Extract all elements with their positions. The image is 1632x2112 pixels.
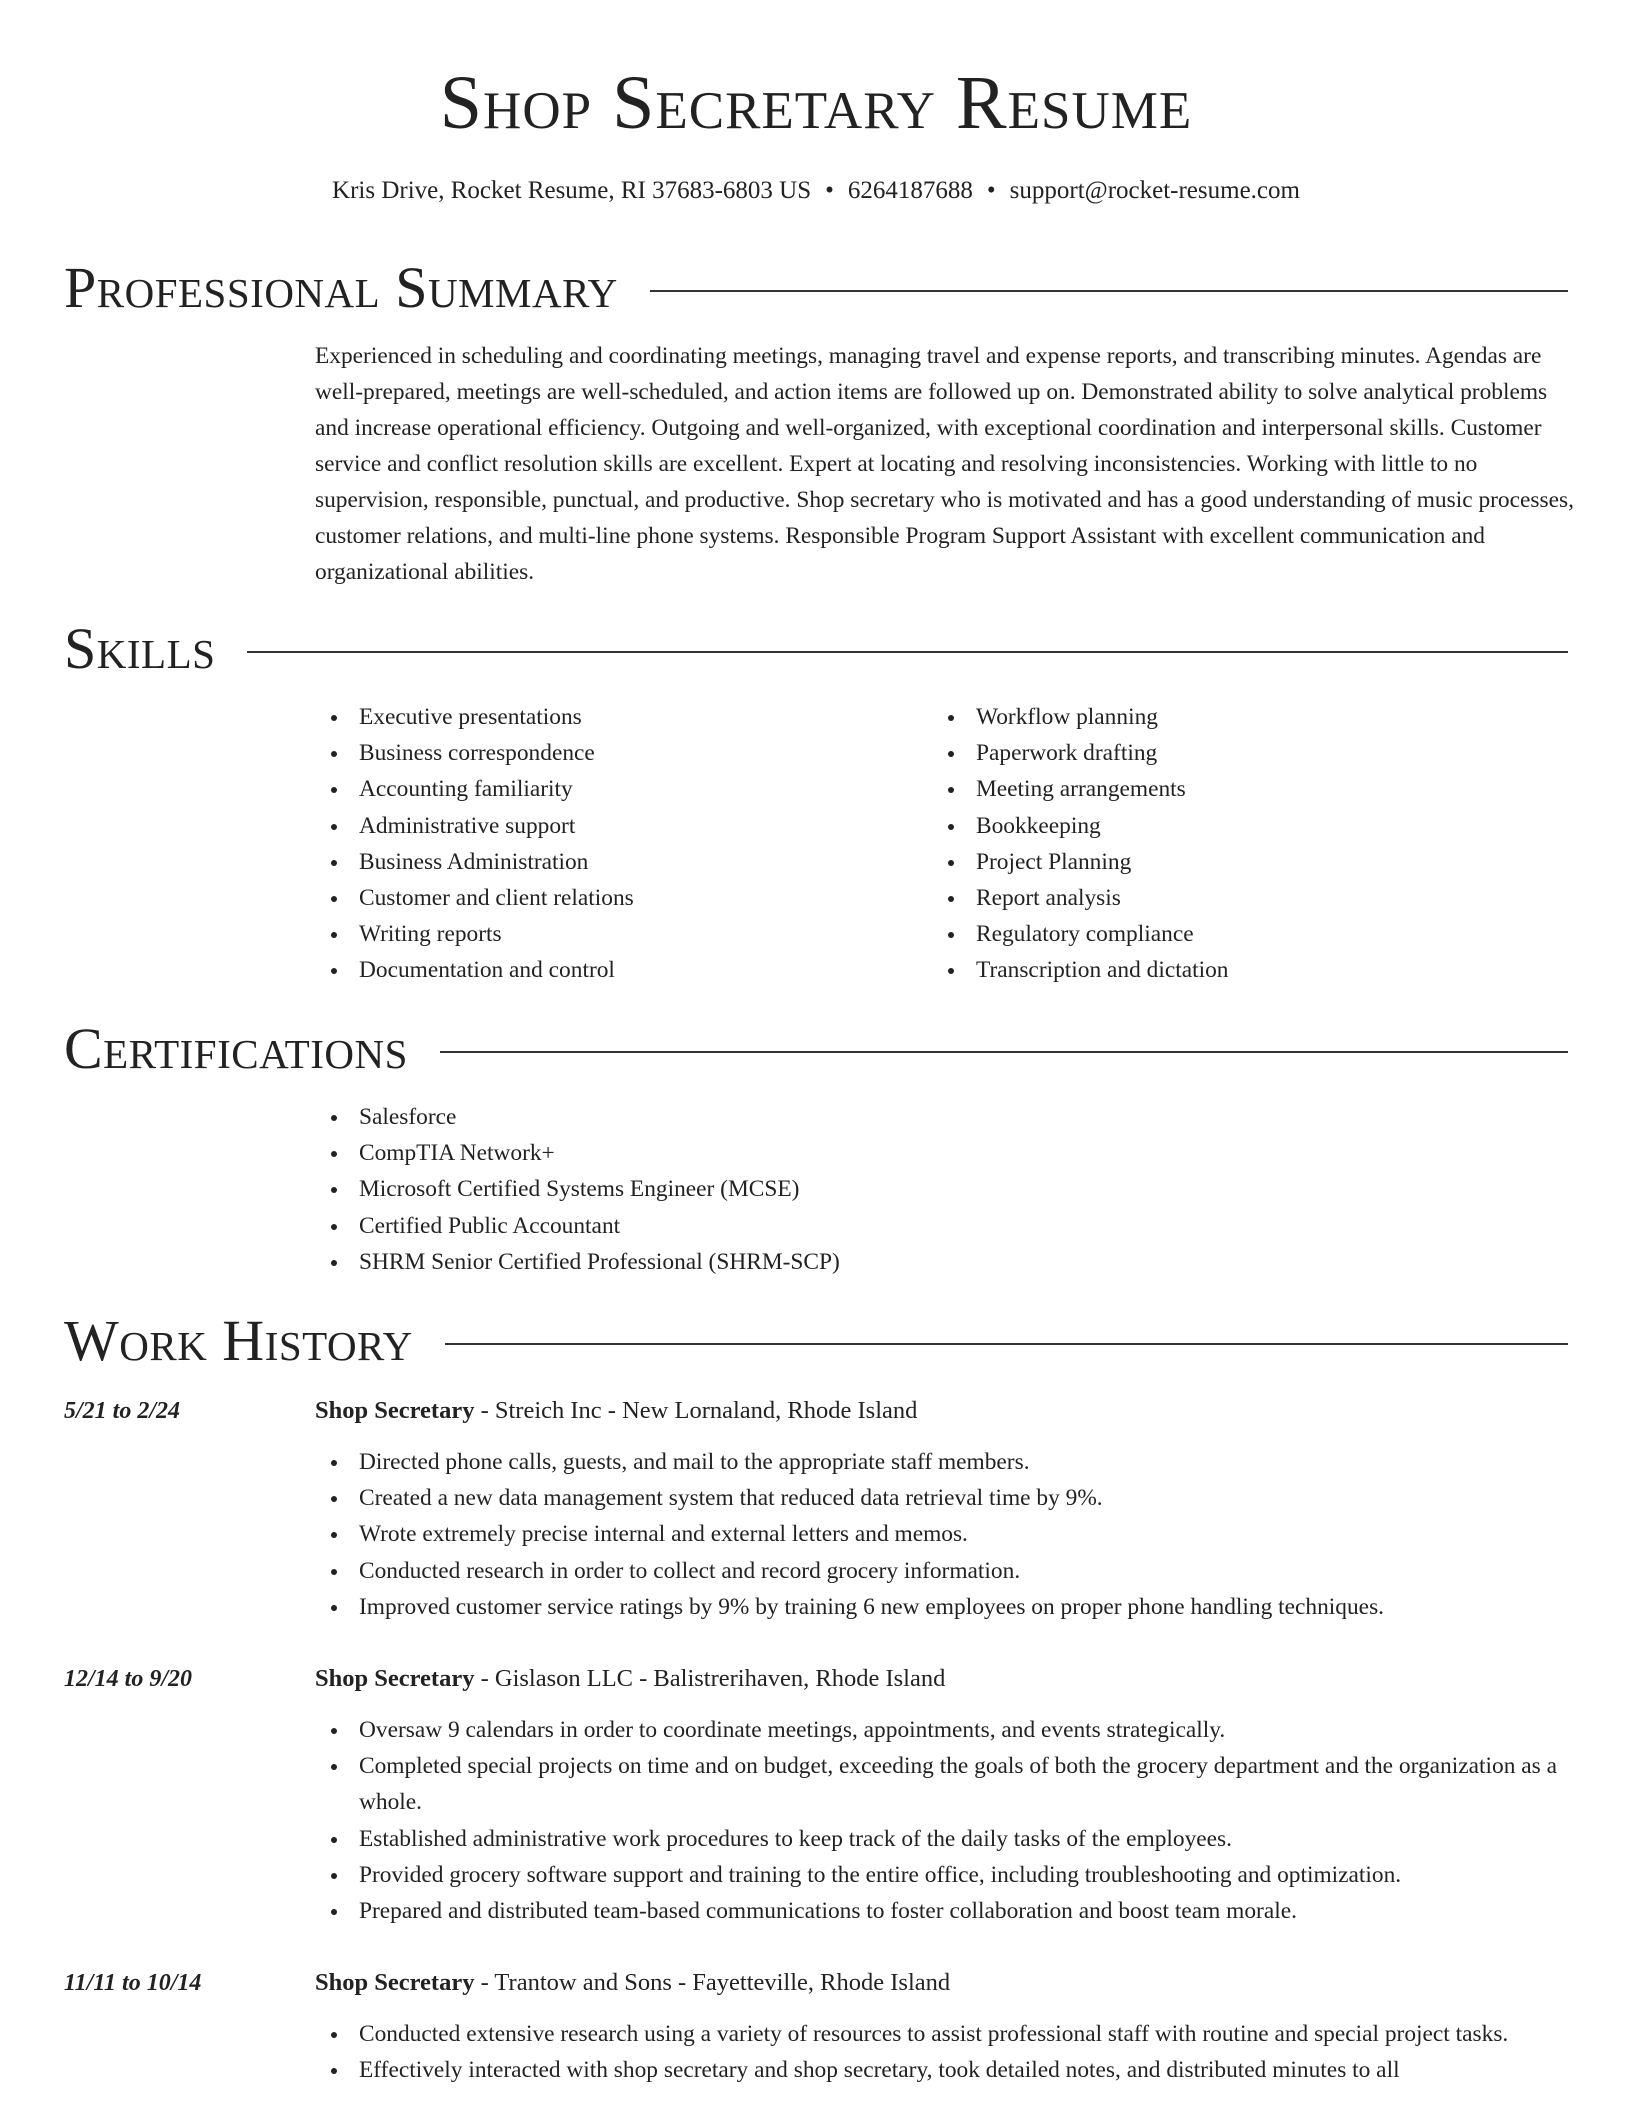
skill-item: Business Administration [315,844,915,880]
job-bullet: Conducted extensive research using a variety of resources to assist professional staff with routine and special project tasks. [315,2016,1575,2052]
skill-item: Writing reports [315,916,915,952]
skill-item: Regulatory compliance [932,916,1532,952]
skill-item: Paperwork drafting [932,735,1532,771]
section-header-summary [64,253,1568,323]
skill-item: Customer and client relations [315,880,915,916]
job-bullet: Oversaw 9 calendars in order to coordinate meetings, appointments, and events strategically. [315,1712,1575,1748]
job-heading [315,1966,950,2000]
job-company: - Trantow and Sons - Fayetteville, Rhode Island [474,1969,951,1996]
job-bullet: Wrote extremely precise internal and external letters and memos. [315,1516,1575,1552]
job-bullet: Conducted research in order to collect and record grocery information. [315,1553,1575,1589]
job-bullet: Effectively interacted with shop secretary and shop secretary, took detailed notes, and distributed minutes to all [315,2052,1575,2088]
job-company: - Gislason LLC - Balistrerihaven, Rhode Island [474,1665,946,1692]
contact-separator: • [825,177,834,204]
certification-item: CompTIA Network+ [315,1135,1515,1171]
certification-item: Certified Public Accountant [315,1208,1515,1244]
job-bullet: Prepared and distributed team-based communications to foster collaboration and boost team morale. [315,1893,1575,1929]
skill-item: Accounting familiarity [315,771,915,807]
page-title: Shop Secretary Resume [439,61,1193,145]
certification-item: Salesforce [315,1099,1515,1135]
contact-phone: 6264187688 [847,177,973,204]
job-dates: 12/14 to 9/20 [64,1666,193,1692]
job-dates: 11/11 to 10/14 [64,1970,202,1996]
contact-separator: • [986,177,996,204]
job-company: - Streich Inc - New Lornaland, Rhode Island [474,1397,918,1424]
skill-item: Executive presentations [315,699,915,735]
job-heading [315,1394,917,1428]
skill-item: Workflow planning [932,699,1532,735]
skill-item: Bookkeeping [932,808,1532,844]
job-dates: 5/21 to 2/24 [64,1398,181,1424]
job-bullet: Created a new data management system that reduced data retrieval time by 9%. [315,1480,1575,1516]
skills-list-left [315,699,915,989]
section-title-summary: Professional Summary [64,255,618,320]
skill-item: Meeting arrangements [932,771,1532,807]
job-bullet: Completed special projects on time and on budget, exceeding the goals of both the grocery department and the organization as a whole. [315,1748,1575,1820]
section-title-skills: Skills [64,616,216,681]
job-title: Shop Secretary [315,1665,475,1692]
certification-item: SHRM Senior Certified Professional (SHRM-SCP) [315,1244,1515,1280]
job-title: Shop Secretary [315,1397,475,1424]
job-title: Shop Secretary [315,1969,475,1996]
job-bullets [315,2016,1575,2088]
contact-line [0,174,1632,208]
skill-item: Business correspondence [315,735,915,771]
contact-email: support@rocket-resume.com [1009,177,1300,204]
skill-item: Transcription and dictation [932,952,1532,988]
section-title-work: Work History [64,1308,413,1373]
contact-address: Kris Drive, Rocket Resume, RI 37683-6803 US [332,177,812,204]
job-bullet: Provided grocery software support and training to the entire office, including troubleshooting and optimization. [315,1857,1575,1893]
section-header-certifications [64,1014,1568,1084]
section-divider [650,290,1568,292]
certifications-list [315,1099,1515,1280]
skills-list-right [932,699,1532,989]
job-bullet: Directed phone calls, guests, and mail to the appropriate staff members. [315,1444,1575,1480]
skill-item: Report analysis [932,880,1532,916]
job-heading [315,1662,945,1696]
skill-item: Documentation and control [315,952,915,988]
skill-item: Administrative support [315,808,915,844]
section-divider [247,651,1568,653]
job-bullet: Established administrative work procedures to keep track of the daily tasks of the employees. [315,1821,1575,1857]
certification-item: Microsoft Certified Systems Engineer (MCSE) [315,1171,1515,1207]
job-bullets [315,1712,1575,1929]
summary-text: Experienced in scheduling and coordinating meetings, managing travel and expense reports, and transcribing minutes. Agendas are well-prepared, meetings are well-scheduled, and action items are followed up on. Demonstrated ability to solve analytical problems and increase operational efficiency. Outgoing and well-organized, with exceptional coordination and interpersonal skills. Customer service and conflict resolution skills are excellent. Expert at locating and resolving inconsistencies. Working with little to no supervision, responsible, punctual, and productive. Shop secretary who is motivated and has a good understanding of music processes, customer relations, and multi-line phone systems. Responsible Program Support Assistant with excellent communication and organizational abilities. [315,343,1574,585]
job-bullets [315,1444,1575,1625]
section-divider [445,1343,1568,1345]
job-bullet: Improved customer service ratings by 9% by training 6 new employees on proper phone handling techniques. [315,1589,1575,1625]
skill-item: Project Planning [932,844,1532,880]
section-header-work [64,1306,1568,1376]
section-title-certifications: Certifications [64,1016,408,1081]
section-header-skills [64,614,1568,684]
section-divider [440,1051,1568,1053]
